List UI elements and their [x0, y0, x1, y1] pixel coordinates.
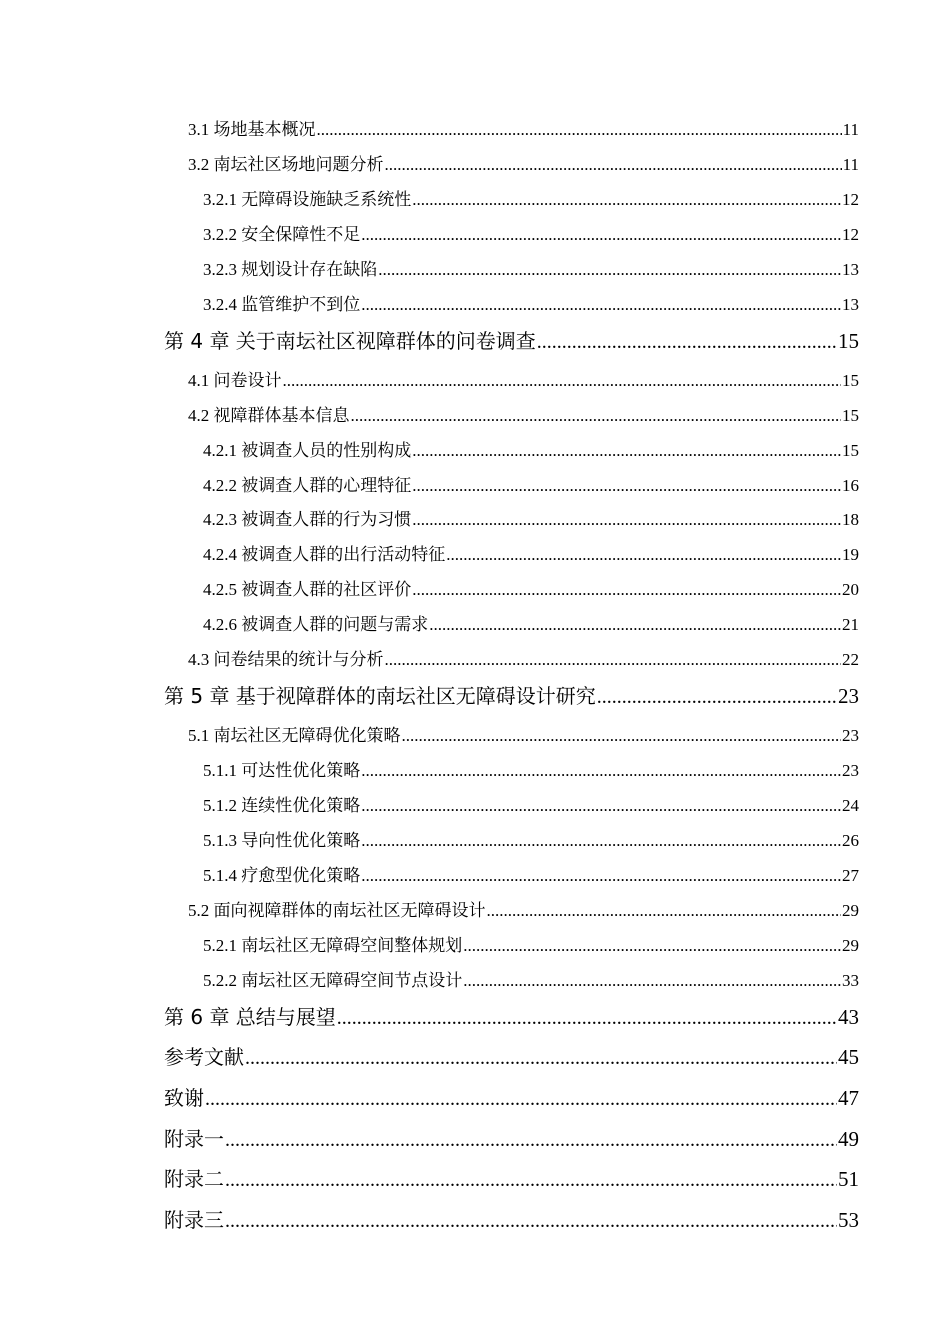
toc-entry-page: 19 — [842, 545, 859, 564]
toc-chapter-entry[interactable] — [164, 1001, 859, 1030]
toc-entry[interactable] — [203, 826, 859, 851]
toc-entry-title: 4.2.4 被调查人群的出行活动特征 — [203, 545, 446, 564]
toc-dot-leader — [225, 1129, 837, 1152]
toc-entry-page: 20 — [842, 580, 859, 599]
toc-entry[interactable] — [203, 540, 859, 565]
toc-dot-leader — [463, 971, 841, 991]
toc-entry[interactable] — [203, 791, 859, 816]
toc-entry-page: 23 — [838, 684, 859, 708]
toc-entry[interactable] — [203, 436, 859, 461]
toc-entry-title: 3.1 场地基本概况 — [188, 120, 316, 139]
toc-entry-title: 第 5 章 基于视障群体的南坛社区无障碍设计研究 — [164, 684, 596, 708]
toc-dot-leader — [463, 936, 841, 956]
toc-chapter-entry[interactable] — [164, 1204, 859, 1233]
toc-entry[interactable] — [203, 931, 859, 956]
toc-dot-leader — [317, 120, 842, 140]
toc-entry[interactable] — [188, 150, 859, 175]
toc-entry-title: 第 4 章 关于南坛社区视障群体的问卷调查 — [164, 329, 536, 353]
toc-entry[interactable] — [188, 366, 859, 391]
toc-entry-page: 43 — [838, 1005, 859, 1029]
toc-dot-leader — [361, 831, 841, 851]
toc-dot-leader — [412, 441, 841, 461]
toc-entry-page: 15 — [842, 371, 859, 390]
toc-entry-page: 15 — [838, 329, 859, 353]
toc-entry-title: 附录三 — [164, 1208, 224, 1232]
toc-chapter-entry[interactable] — [164, 1163, 859, 1192]
toc-entry-page: 22 — [842, 650, 859, 669]
toc-entry-title: 附录二 — [164, 1167, 224, 1191]
toc-entry[interactable] — [203, 185, 859, 210]
toc-entry-page: 29 — [842, 901, 859, 920]
toc-entry-page: 33 — [842, 971, 859, 990]
toc-entry-title: 4.2 视障群体基本信息 — [188, 406, 350, 425]
toc-entry-title: 3.2.1 无障碍设施缺乏系统性 — [203, 190, 412, 209]
toc-entry-page: 24 — [842, 796, 859, 815]
toc-entry-page: 21 — [842, 615, 859, 634]
toc-entry[interactable] — [203, 290, 859, 315]
toc-entry-title: 4.2.5 被调查人群的社区评价 — [203, 580, 412, 599]
toc-entry-page: 12 — [842, 225, 859, 244]
toc-entry-title: 5.2.2 南坛社区无障碍空间节点设计 — [203, 971, 463, 990]
toc-entry[interactable] — [188, 645, 859, 670]
toc-entry-title: 附录一 — [164, 1127, 224, 1151]
toc-dot-leader — [402, 726, 842, 746]
toc-entry-page: 16 — [842, 476, 859, 495]
toc-entry-title: 4.3 问卷结果的统计与分析 — [188, 650, 384, 669]
toc-entry[interactable] — [203, 255, 859, 280]
toc-entry[interactable] — [203, 505, 859, 530]
toc-dot-leader — [385, 650, 842, 670]
toc-chapter-entry[interactable] — [164, 1123, 859, 1152]
toc-dot-leader — [446, 545, 841, 565]
toc-entry-title: 5.1.2 连续性优化策略 — [203, 796, 361, 815]
toc-entry-page: 45 — [838, 1045, 859, 1069]
toc-entry[interactable] — [203, 861, 859, 886]
toc-entry-page: 18 — [842, 510, 859, 529]
toc-entry[interactable] — [203, 610, 859, 635]
toc-entry[interactable] — [188, 115, 859, 140]
toc-dot-leader — [205, 1088, 837, 1111]
toc-entry-title: 5.2.1 南坛社区无障碍空间整体规划 — [203, 936, 463, 955]
toc-entry-title: 4.2.1 被调查人员的性别构成 — [203, 441, 412, 460]
toc-dot-leader — [487, 901, 842, 921]
toc-dot-leader — [225, 1210, 837, 1233]
toc-chapter-entry[interactable] — [164, 1082, 859, 1111]
toc-dot-leader — [412, 476, 841, 496]
toc-entry-page: 23 — [842, 761, 859, 780]
toc-dot-leader — [361, 796, 841, 816]
toc-entry-page: 29 — [842, 936, 859, 955]
toc-dot-leader — [245, 1047, 837, 1070]
toc-dot-leader — [597, 686, 837, 709]
toc-dot-leader — [361, 225, 841, 245]
toc-entry-title: 3.2.4 监管维护不到位 — [203, 295, 361, 314]
toc-entry-title: 5.1 南坛社区无障碍优化策略 — [188, 726, 401, 745]
toc-entry[interactable] — [188, 401, 859, 426]
toc-entry-page: 11 — [842, 120, 859, 139]
toc-entry-page: 47 — [838, 1086, 859, 1110]
toc-dot-leader — [283, 371, 842, 391]
toc-entry-title: 5.1.1 可达性优化策略 — [203, 761, 361, 780]
toc-entry[interactable] — [203, 756, 859, 781]
toc-chapter-entry[interactable] — [164, 325, 859, 354]
toc-dot-leader — [537, 331, 837, 354]
toc-dot-leader — [429, 615, 841, 635]
toc-entry[interactable] — [188, 721, 859, 746]
toc-entry-title: 4.2.6 被调查人群的问题与需求 — [203, 615, 429, 634]
toc-entry-title: 参考文献 — [164, 1045, 244, 1069]
toc-chapter-entry[interactable] — [164, 1041, 859, 1070]
toc-entry-page: 49 — [838, 1127, 859, 1151]
toc-dot-leader — [225, 1169, 837, 1192]
toc-entry-title: 3.2.3 规划设计存在缺陷 — [203, 260, 378, 279]
toc-dot-leader — [412, 580, 841, 600]
toc-dot-leader — [351, 406, 842, 426]
toc-entry-title: 4.2.2 被调查人群的心理特征 — [203, 476, 412, 495]
toc-entry-page: 23 — [842, 726, 859, 745]
toc-entry-page: 27 — [842, 866, 859, 885]
toc-entry-page: 15 — [842, 406, 859, 425]
toc-entry-title: 5.1.3 导向性优化策略 — [203, 831, 361, 850]
toc-entry-title: 3.2.2 安全保障性不足 — [203, 225, 361, 244]
toc-entry-title: 5.1.4 疗愈型优化策略 — [203, 866, 361, 885]
toc-entry-title: 3.2 南坛社区场地问题分析 — [188, 155, 384, 174]
toc-entry-page: 26 — [842, 831, 859, 850]
toc-entry[interactable] — [188, 896, 859, 921]
toc-dot-leader — [361, 866, 841, 886]
toc-dot-leader — [412, 190, 841, 210]
toc-dot-leader — [412, 510, 841, 530]
toc-dot-leader — [385, 155, 842, 175]
toc-dot-leader — [361, 761, 841, 781]
toc-entry-title: 4.1 问卷设计 — [188, 371, 282, 390]
toc-entry-page: 11 — [842, 155, 859, 174]
toc-dot-leader — [361, 295, 841, 315]
toc-chapter-entry[interactable] — [164, 680, 859, 709]
toc-entry-page: 53 — [838, 1208, 859, 1232]
toc-entry-title: 致谢 — [164, 1086, 204, 1110]
toc-entry-page: 13 — [842, 295, 859, 314]
toc-entry-title: 第 6 章 总结与展望 — [164, 1005, 336, 1029]
toc-entry-page: 13 — [842, 260, 859, 279]
toc-entry-page: 51 — [838, 1167, 859, 1191]
toc-entry-title: 4.2.3 被调查人群的行为习惯 — [203, 510, 412, 529]
toc-dot-leader — [378, 260, 841, 280]
toc-entry[interactable] — [203, 966, 859, 991]
toc-entry[interactable] — [203, 471, 859, 496]
toc-entry[interactable] — [203, 575, 859, 600]
toc-entry[interactable] — [203, 220, 859, 245]
toc-entry-page: 15 — [842, 441, 859, 460]
toc-entry-title: 5.2 面向视障群体的南坛社区无障碍设计 — [188, 901, 486, 920]
toc-dot-leader — [337, 1007, 837, 1030]
toc-entry-page: 12 — [842, 190, 859, 209]
